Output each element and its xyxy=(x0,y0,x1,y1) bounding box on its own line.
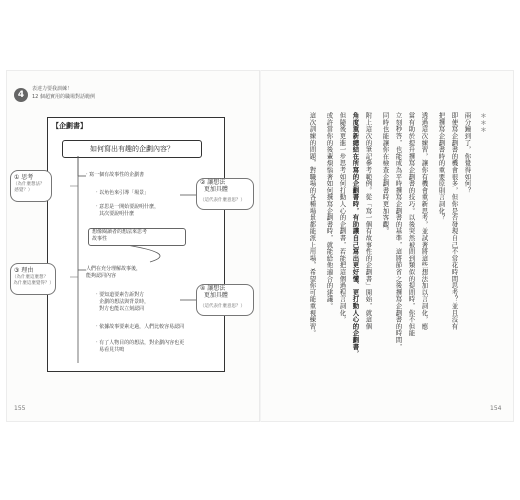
body-column-8: 附上這次的筆記參考範例。從「寫一個有故事性的企劃書」開始，就這個 xyxy=(364,112,373,330)
reason-label: ③ 理由 xyxy=(14,267,34,274)
body-column-7: 同時也能讓你在檢查企劃書時更加客觀。 xyxy=(381,112,390,235)
concrete-label-2: ④ 讓想法 更加具體 xyxy=(200,285,228,299)
body-column-6: 立刻秒答，也能成為平時撰寫企劃書的基準，這將節省之後撰寫企劃書的時間， xyxy=(394,112,403,350)
figure-item-5: ‧ 要知道要素告訴對方 企劃的想法與背景時， 對方也能以立刻認同 xyxy=(96,292,150,312)
concrete-sublabel-2: （這代表什麼意思？） xyxy=(200,304,245,309)
figure-note-text: 想像閱讀者的想法來思考 故事性 xyxy=(92,229,148,242)
body-column-5: 當有助於提升撰寫企劃書的技巧。以後突然被問到類似的提問時，你不但能 xyxy=(407,112,416,337)
figure-question-box: 如何寫出有趣的企劃內容？ xyxy=(62,140,202,158)
body-column-2: 即使寫企劃書的機會很多，但你是否發現自己不常花時間思考？並且沒有 xyxy=(450,112,459,330)
think-sublabel: （為什麼想法？ 感覺？） xyxy=(13,182,45,193)
figure-item-7: ‧ 有了人物目的的想法，對企劃內容也更 易看見共鳴 xyxy=(96,340,185,353)
figure-item-6: ‧ 依據故事要素走過，人們比較容易認同 xyxy=(96,324,185,330)
concrete-label-1: ② 讓想法 更加具體 xyxy=(200,179,228,193)
chapter-number-badge: 4 xyxy=(14,88,28,102)
body-column-4: 透過這次練習，讓你有機會重新思考，並試著將這些想法加以言詞化，應 xyxy=(420,112,429,330)
reason-sublabel: （為什麼這麼想？ 為什麼這麼覺得？） xyxy=(12,275,54,286)
body-column-10: 但隨後更進一步思考如何打動人心的企劃書，若能把這個過程言詞化， xyxy=(338,112,347,323)
body-column-3: 把撰寫企劃書時的重要原則言詞化？ xyxy=(437,112,446,221)
body-column-9: 角度重新總結在所寫的企劃書時，有助讓自己寫出更好懂、更打動人心的企劃書， xyxy=(351,112,360,357)
page-number-right: 154 xyxy=(490,405,502,412)
figure-title: 【企劃書】 xyxy=(52,122,87,130)
body-column-1: 兩分鐘到了，你覺得如何？ xyxy=(463,112,472,194)
figure-item-3: ‧ 意思是一開始要說明什麼， 其次要說明什麼 xyxy=(96,204,160,217)
running-header-title: 表達力要我訓練！ xyxy=(32,86,73,92)
body-column-12: 這次訓練的問題，對職場的各種場景都能派上用場，希望你可能重視練習。 xyxy=(308,112,317,337)
figure-item-2: ‧ 以角色來引導「場景」 xyxy=(96,190,150,196)
running-header-subtitle: 12 個超實用的職場對話範例 xyxy=(32,94,95,100)
section-divider-stars: ＊＊＊ xyxy=(479,113,486,134)
think-label: ① 思考 xyxy=(14,174,34,181)
concrete-sublabel-1: （這代表什麼意思？） xyxy=(200,198,245,203)
body-column-11: 或許當你的後輩煩惱著如何撰寫企劃書時，就能給他適合的建議。 xyxy=(325,112,334,310)
page-number-left: 155 xyxy=(14,405,26,412)
figure-item-1: ‧ 寫一個有故事性的企劃書 xyxy=(86,172,145,178)
figure-item-4: 人們在充分理解故事後， 能夠認同內容 xyxy=(86,266,142,279)
